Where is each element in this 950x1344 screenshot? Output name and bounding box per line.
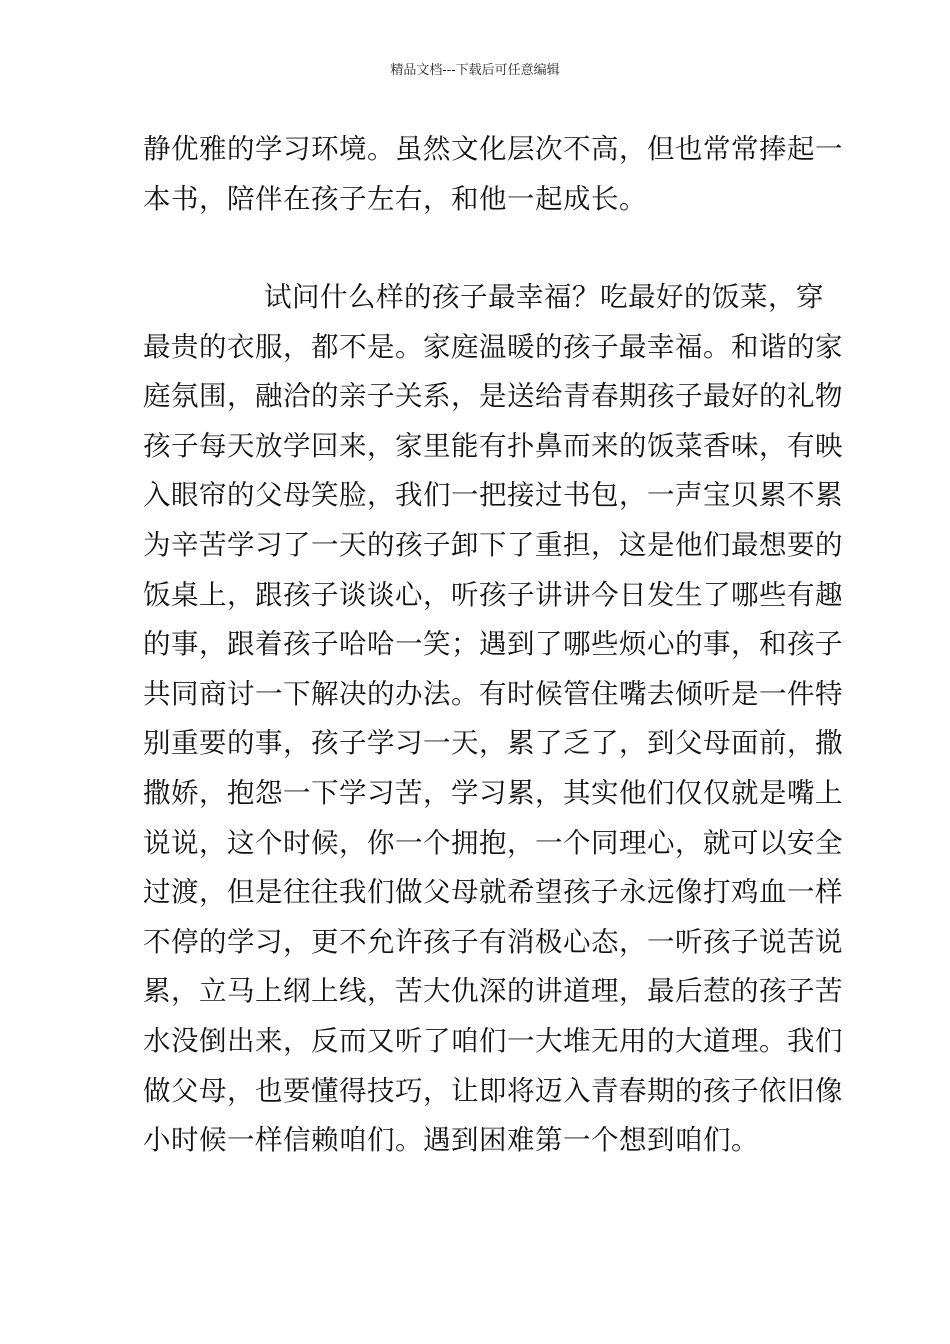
paragraph-line: 本书，陪伴在孩子左右，和他一起成长。 xyxy=(143,182,647,215)
paragraph-line: 共同商讨一下解决的办法。有时候管住嘴去倾听是一件特 xyxy=(143,677,843,710)
paragraph-line: 累，立马上纲上线，苦大仇深的讲道理，最后惹的孩子苦 xyxy=(143,975,843,1008)
paragraph-line: 入眼帘的父母笑脸，我们一把接过书包，一声宝贝累不累 xyxy=(143,479,843,512)
paragraph-line: 饭桌上，跟孩子谈谈心，听孩子讲讲今日发生了哪些有趣 xyxy=(143,578,843,611)
page-header: 精品文档---下载后可任意编辑 xyxy=(390,63,560,78)
paragraph-line: 小时候一样信赖咱们。遇到困难第一个想到咱们。 xyxy=(143,1124,759,1157)
paragraph-line: 说说，这个时候，你一个拥抱，一个同理心，就可以安全 xyxy=(143,826,843,859)
paragraph-line: 的事，跟着孩子哈哈一笑；遇到了哪些烦心的事，和孩子 xyxy=(143,628,843,661)
paragraph-2 xyxy=(143,273,843,1166)
paragraph-line: 庭氛围，融洽的亲子关系，是送给青春期孩子最好的礼物 xyxy=(143,380,843,413)
paragraph-1 xyxy=(143,125,843,224)
paragraph-line-indented: 试问什么样的孩子最幸福？吃最好的饭菜，穿 xyxy=(264,281,824,313)
paragraph-line: 孩子每天放学回来，家里能有扑鼻而来的饭菜香味，有映 xyxy=(143,429,843,462)
paragraph-line: 撒娇，抱怨一下学习苦，学习累，其实他们仅仅就是嘴上 xyxy=(143,776,843,809)
paragraph-line: 别重要的事，孩子学习一天，累了乏了，到父母面前，撒 xyxy=(143,727,843,760)
paragraph-line: 做父母，也要懂得技巧，让即将迈入青春期的孩子依旧像 xyxy=(143,1074,843,1107)
paragraph-line: 为辛苦学习了一天的孩子卸下了重担，这是他们最想要的 xyxy=(143,528,843,561)
paragraph-line: 静优雅的学习环境。虽然文化层次不高，但也常常捧起一 xyxy=(143,133,843,165)
paragraph-line: 过渡，但是往往我们做父母就希望孩子永远像打鸡血一样 xyxy=(143,876,843,909)
paragraph-line: 最贵的衣服，都不是。家庭温暖的孩子最幸福。和谐的家 xyxy=(143,330,843,363)
paragraph-line: 不停的学习，更不允许孩子有消极心态，一听孩子说苦说 xyxy=(143,925,843,958)
paragraph-line: 水没倒出来，反而又听了咱们一大堆无用的大道理。我们 xyxy=(143,1024,843,1057)
